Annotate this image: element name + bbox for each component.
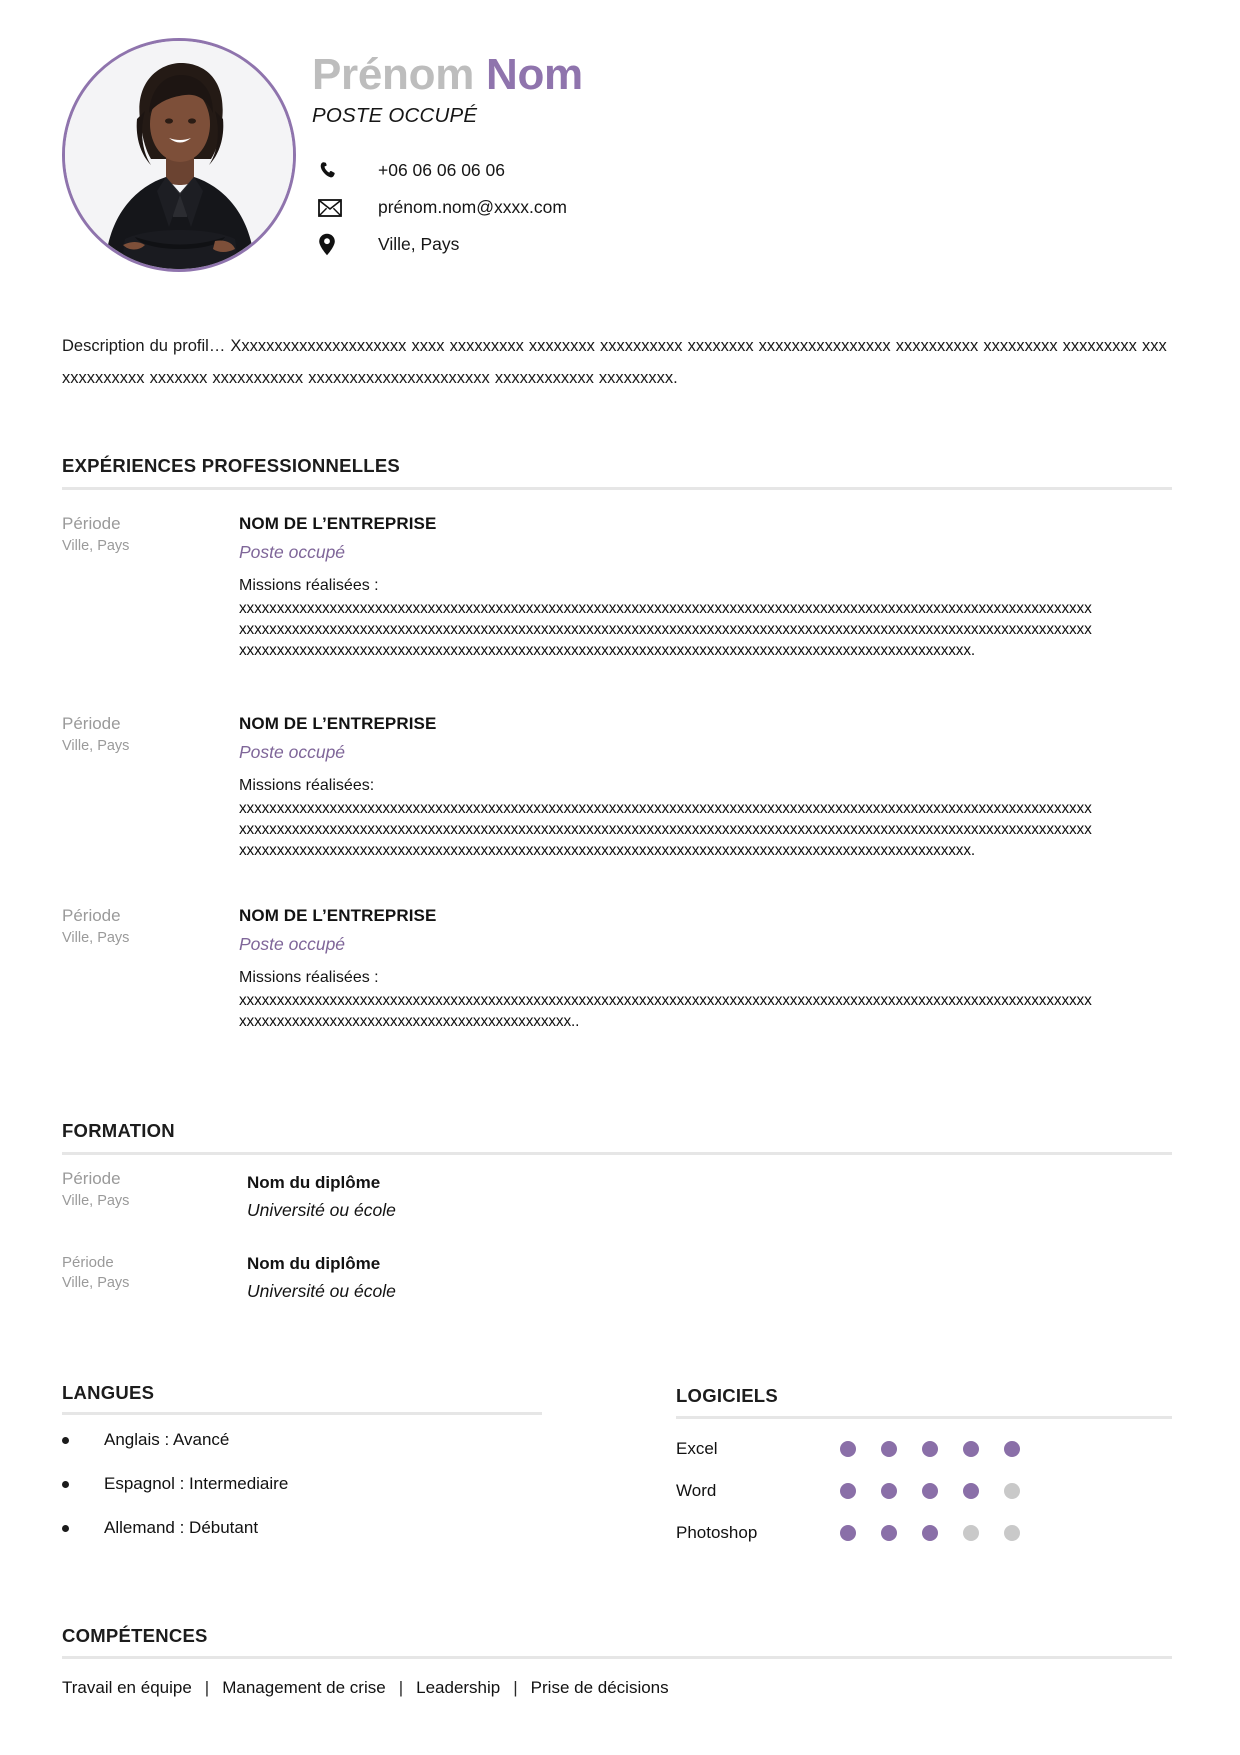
experience-mission-line: xxxxxxxxxxxxxxxxxxxxxxxxxxxxxxxxxxxxxxxxxxxxxxxxxxxxxxxxxxxxxxxxxxxxxxxxxxxxxxxxxxxxxxxxxxxxxxxxx. <box>239 642 976 660</box>
formation-school: Université ou école <box>247 1280 396 1301</box>
profile-photo <box>62 38 296 272</box>
phone-value: +06 06 06 06 06 <box>378 160 505 180</box>
logiciel-name: Photoshop <box>676 1523 758 1542</box>
formation-period: Période <box>62 1254 114 1271</box>
experience-role: Poste occupé <box>239 541 346 562</box>
last-name: Nom <box>485 50 583 99</box>
experience-mission-line: xxxxxxxxxxxxxxxxxxxxxxxxxxxxxxxxxxxxxxxxxxxxxxxxxxxxxxxxxxxxxxxxxxxxxxxxxxxxxxxxxxxxxxxxxxxxxxxxxxxxxxxxxxxxxxxxx <box>239 991 1092 1009</box>
formation-entry-meta <box>62 1253 217 1295</box>
contact-phone <box>318 152 567 189</box>
experience-company: NOM DE L’ENTREPRISE <box>239 906 437 925</box>
experience-entry-body <box>239 511 1092 661</box>
formation-period: Période <box>62 1169 121 1188</box>
rating-dot <box>922 1441 938 1457</box>
location-value: Ville, Pays <box>378 234 460 254</box>
rating-dot <box>881 1525 897 1541</box>
rating-dot <box>1004 1441 1020 1457</box>
experience-mission-line: xxxxxxxxxxxxxxxxxxxxxxxxxxxxxxxxxxxxxxxxxxxxxxxxxxxxxxxxxxxxxxxxxxxxxxxxxxxxxxxxxxxxxxxxxxxxxxxxxxxxxxxxxxxxxxxxx <box>239 820 1092 838</box>
section-title-logiciels: LOGICIELS <box>676 1385 778 1406</box>
rating-dot <box>963 1483 979 1499</box>
langue-label: Allemand : Débutant <box>104 1518 259 1537</box>
logiciels-list <box>676 1428 1136 1554</box>
competence-separator: | <box>398 1678 404 1697</box>
competence-item: Leadership <box>416 1678 501 1697</box>
experience-entry-meta <box>62 713 217 758</box>
logiciel-row <box>676 1512 1136 1554</box>
experience-mission-line: xxxxxxxxxxxxxxxxxxxxxxxxxxxxxxxxxxxxxxxxxxxxxxxxxxxxxxxxxxxxxxxxxxxxxxxxxxxxxxxxxxxxxxxxxxxxxxxxx. <box>239 842 976 860</box>
experience-missions-label: Missions réalisées: <box>239 776 375 794</box>
experience-mission-line: xxxxxxxxxxxxxxxxxxxxxxxxxxxxxxxxxxxxxxxxxxxxxxxxxxxxxxxxxxxxxxxxxxxxxxxxxxxxxxxxxxxxxxxxxxxxxxxxxxxxxxxxxxxxxxxxx <box>239 599 1092 617</box>
experience-company: NOM DE L’ENTREPRISE <box>239 514 437 533</box>
experience-role: Poste occupé <box>239 933 346 954</box>
competences-list <box>62 1678 669 1698</box>
formation-diploma: Nom du diplôme <box>247 1173 381 1192</box>
rating-dot <box>1004 1525 1020 1541</box>
langues-list <box>62 1418 542 1550</box>
name-block <box>312 52 583 128</box>
logiciel-name: Word <box>676 1481 717 1500</box>
formation-diploma: Nom du diplôme <box>247 1254 381 1273</box>
rating-dot <box>1004 1483 1020 1499</box>
section-title-competences: COMPÉTENCES <box>62 1625 208 1646</box>
section-title-experience: EXPÉRIENCES PROFESSIONNELLES <box>62 455 401 476</box>
logiciel-rating <box>840 1512 1020 1554</box>
section-rule-competences <box>62 1656 1172 1659</box>
first-name: Prénom <box>312 50 475 99</box>
experience-role: Poste occupé <box>239 741 346 762</box>
experience-place: Ville, Pays <box>62 537 130 554</box>
logiciel-name: Excel <box>676 1439 718 1458</box>
job-title: POSTE OCCUPÉ <box>312 103 478 127</box>
rating-dot <box>922 1483 938 1499</box>
logiciel-row <box>676 1428 1136 1470</box>
competence-separator: | <box>204 1678 210 1697</box>
experience-mission-line: xxxxxxxxxxxxxxxxxxxxxxxxxxxxxxxxxxxxxxxxxxxx.. <box>239 1012 580 1030</box>
experience-missions-label: Missions réalisées : <box>239 576 379 594</box>
section-rule-langues <box>62 1412 542 1415</box>
logiciel-rating <box>840 1470 1020 1512</box>
formation-entry-body <box>247 1170 396 1224</box>
map-pin-icon <box>318 233 352 256</box>
section-rule-logiciels <box>676 1416 1172 1419</box>
competence-item: Management de crise <box>222 1678 386 1697</box>
langue-label: Anglais : Avancé <box>104 1430 230 1449</box>
experience-company: NOM DE L’ENTREPRISE <box>239 714 437 733</box>
langue-label: Espagnol : Intermediaire <box>104 1474 289 1493</box>
section-rule-formation <box>62 1152 1172 1155</box>
rating-dot <box>881 1441 897 1457</box>
competence-item: Prise de décisions <box>530 1678 669 1697</box>
experience-period: Période <box>62 514 121 533</box>
langue-item <box>62 1418 542 1462</box>
formation-entry-meta <box>62 1168 217 1213</box>
rating-dot <box>963 1441 979 1457</box>
experience-entry-body <box>239 711 1092 861</box>
bullet-icon <box>62 1437 69 1444</box>
rating-dot <box>922 1525 938 1541</box>
experience-missions-label: Missions réalisées : <box>239 968 379 986</box>
langue-item <box>62 1506 542 1550</box>
rating-dot <box>840 1441 856 1457</box>
experience-mission-line: xxxxxxxxxxxxxxxxxxxxxxxxxxxxxxxxxxxxxxxxxxxxxxxxxxxxxxxxxxxxxxxxxxxxxxxxxxxxxxxxxxxxxxxxxxxxxxxxxxxxxxxxxxxxxxxxx <box>239 799 1092 817</box>
experience-place: Ville, Pays <box>62 737 130 754</box>
contact-email <box>318 189 567 226</box>
formation-place: Ville, Pays <box>62 1275 130 1292</box>
rating-dot <box>840 1483 856 1499</box>
competence-separator: | <box>513 1678 518 1697</box>
section-rule-experience <box>62 487 1172 490</box>
formation-school: Université ou école <box>247 1199 396 1220</box>
logiciel-row <box>676 1470 1136 1512</box>
section-title-langues: LANGUES <box>62 1382 155 1403</box>
experience-entry-meta <box>62 905 217 950</box>
envelope-icon <box>318 199 352 217</box>
logiciel-rating <box>840 1428 1020 1470</box>
rating-dot <box>840 1525 856 1541</box>
cv-header <box>0 0 1240 290</box>
experience-mission-line: xxxxxxxxxxxxxxxxxxxxxxxxxxxxxxxxxxxxxxxxxxxxxxxxxxxxxxxxxxxxxxxxxxxxxxxxxxxxxxxxxxxxxxxxxxxxxxxxxxxxxxxxxxxxxxxxx <box>239 620 1092 638</box>
contact-location <box>318 226 567 263</box>
formation-entry-body <box>247 1251 396 1305</box>
experience-place: Ville, Pays <box>62 929 130 946</box>
contact-list <box>318 152 567 263</box>
profile-description: Description du profil… Xxxxxxxxxxxxxxxxxxxxx xxxx xxxxxxxxx xxxxxxxx xxxxxxxxxx xxxxxxxx xxxxxxxxxxxxxxxx xxxxxxxxxx xxxxxxxxx xxxxxxxxx xxx xxxxxxxxxx xxxxxxx xxxxxxxxxxx xxxxxxxxxxxxxxxxxxxxxx xxxxxxxxxxxx xxxxxxxxx. <box>62 337 1167 388</box>
langue-item <box>62 1462 542 1506</box>
section-title-formation: FORMATION <box>62 1120 175 1141</box>
phone-icon <box>318 160 352 182</box>
bullet-icon <box>62 1481 69 1488</box>
rating-dot <box>963 1525 979 1541</box>
experience-period: Période <box>62 906 121 925</box>
email-value: prénom.nom@xxxx.com <box>378 197 567 217</box>
full-name <box>312 52 583 99</box>
competence-item: Travail en équipe <box>62 1678 192 1697</box>
bullet-icon <box>62 1525 69 1532</box>
experience-period: Période <box>62 714 121 733</box>
rating-dot <box>881 1483 897 1499</box>
experience-entry-body <box>239 903 1092 1032</box>
formation-place: Ville, Pays <box>62 1192 130 1209</box>
experience-entry-meta <box>62 513 217 558</box>
